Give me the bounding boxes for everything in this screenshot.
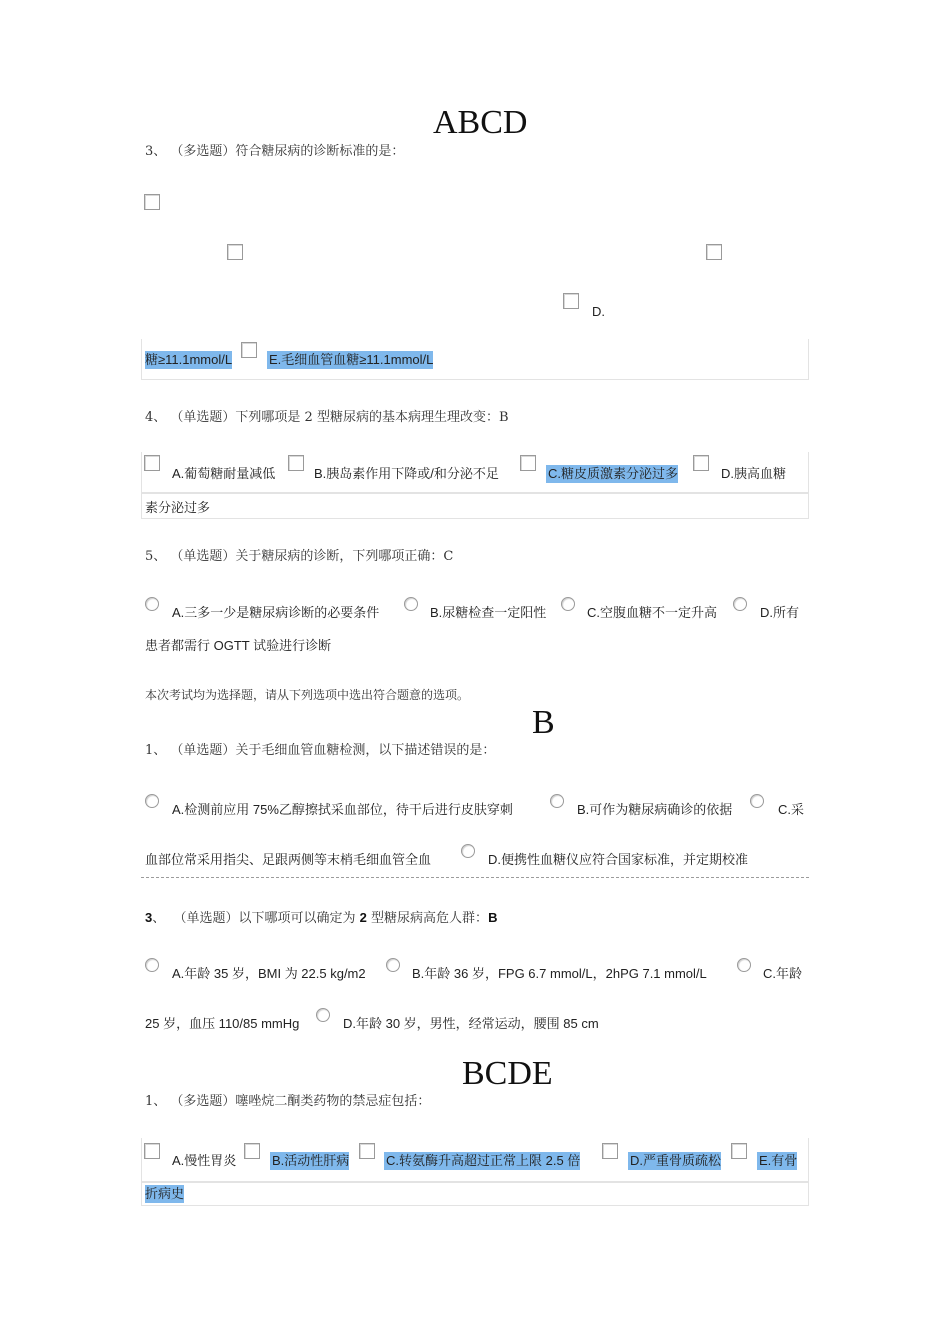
question-title-q1-tzd: 1、 （多选题）噻唑烷二酮类药物的禁忌症包括： (145, 1094, 431, 1109)
checkbox-q3-option-e[interactable] (241, 342, 257, 358)
checkbox-q4-option-c[interactable] (520, 455, 536, 471)
option-label-q1-d: D.便携性血糖仪应符合国家标准，并定期校准 (488, 852, 749, 867)
radio-q3-risk-option-c[interactable] (737, 958, 751, 972)
option-label-q1-tzd-e: E.有骨 (759, 1153, 798, 1168)
checkbox-q3-option-c[interactable] (706, 244, 722, 260)
option-label-q5-c: C.空腹血糖不一定升高 (587, 605, 718, 620)
option-label-q4-c: C.糖皮质激素分泌过多 (548, 466, 679, 481)
radio-q5-option-a[interactable] (145, 597, 159, 611)
radio-q3-risk-option-d[interactable] (316, 1008, 330, 1022)
option-label-q1-tzd-c: C.转氨酶升高超过正常上限 2.5 倍 (386, 1153, 581, 1168)
checkbox-q1-tzd-option-d[interactable] (602, 1143, 618, 1159)
option-label-q1-b: B.可作为糖尿病确诊的依据 (577, 802, 733, 817)
checkbox-q3-option-b[interactable] (227, 244, 243, 260)
option-label-q1-tzd-b: B.活动性肝病 (272, 1153, 350, 1168)
option-label-q4-a: A.葡萄糖耐量减低 (172, 466, 276, 481)
option-label-q3-risk-c: C.年龄 (763, 966, 803, 981)
option-label-q1-c-tail: 血部位常采用指尖、足跟两侧等末梢毛细血管全血 (145, 852, 432, 867)
section-divider (141, 877, 809, 878)
option-label-q3-risk-b: B.年龄 36 岁，FPG 6.7 mmol/L，2hPG 7.1 mmol/L (412, 966, 707, 981)
option-label-q3-risk-c-tail: 25 岁，血压 110/85 mmHg (145, 1016, 300, 1031)
checkbox-q1-tzd-option-c[interactable] (359, 1143, 375, 1159)
option-label-q4-d: D.胰高血糖 (721, 466, 787, 481)
radio-q5-option-b[interactable] (404, 597, 418, 611)
question-title-q3-diagnosis: 3、 （多选题）符合糖尿病的诊断标准的是： (145, 144, 405, 159)
checkbox-q1-tzd-option-a[interactable] (144, 1143, 160, 1159)
checkbox-q1-tzd-option-b[interactable] (244, 1143, 260, 1159)
option-label-q3-risk-d: D.年龄 30 岁，男性，经常运动，腰围 85 cm (343, 1016, 599, 1031)
option-label-q3-e: E.毛细血管血糖≥11.1mmol/L (269, 352, 434, 367)
question-title-q3-risk: 3、 （单选题）以下哪项可以确定为 2 型糖尿病高危人群：B (145, 910, 498, 926)
option-label-q5-d: D.所有 (760, 605, 800, 620)
option-label-q1-tzd-e-tail: 折病史 (145, 1186, 185, 1201)
option-label-q4-b: B.胰岛素作用下降或/和分泌不足 (314, 466, 499, 481)
radio-q3-risk-option-a[interactable] (145, 958, 159, 972)
radio-q5-option-d[interactable] (733, 597, 747, 611)
exam-instructions: 本次考试均为选择题，请从下列选项中选出符合题意的选项。 (145, 688, 470, 702)
option-row-frame (141, 493, 809, 519)
option-label-q5-a: A.三多一少是糖尿病诊断的必要条件 (172, 605, 380, 620)
checkbox-q3-option-a[interactable] (144, 194, 160, 210)
answer-heading-bcde: BCDE (462, 1055, 553, 1092)
question-title-q5: 5、 （单选题）关于糖尿病的诊断，下列哪项正确：C (145, 549, 454, 564)
radio-q1-option-d[interactable] (461, 844, 475, 858)
radio-q1-option-a[interactable] (145, 794, 159, 808)
option-label-q1-tzd-a: A.慢性胃炎 (172, 1153, 237, 1168)
radio-q1-option-c[interactable] (750, 794, 764, 808)
option-label-q5-d-tail: 患者都需行 OGTT 试验进行诊断 (145, 638, 332, 653)
question-title-q1-capillary: 1、 （单选题）关于毛细血管血糖检测，以下描述错误的是： (145, 743, 496, 758)
answer-heading-abcd: ABCD (433, 104, 528, 141)
option-label-q5-b: B.尿糖检查一定阳性 (430, 605, 547, 620)
radio-q5-option-c[interactable] (561, 597, 575, 611)
question-title-q4: 4、 （单选题）下列哪项是 2 型糖尿病的基本病理生理改变：B (145, 410, 509, 425)
checkbox-q4-option-b[interactable] (288, 455, 304, 471)
option-label-q1-a: A.检测前应用 75%乙醇擦拭采血部位，待干后进行皮肤穿刺 (172, 802, 513, 817)
option-label-q4-d-tail: 素分泌过多 (145, 500, 211, 515)
option-row-frame (141, 1182, 809, 1206)
option-label-q3-risk-a: A.年龄 35 岁，BMI 为 22.5 kg/m2 (172, 966, 366, 981)
option-label-q1-c: C.采 (778, 802, 805, 817)
answer-heading-b: B (532, 704, 555, 741)
option-label-q1-tzd-d: D.严重骨质疏松 (630, 1153, 722, 1168)
checkbox-q4-option-d[interactable] (693, 455, 709, 471)
option-label-q3-d: D. (592, 304, 605, 319)
radio-q3-risk-option-b[interactable] (386, 958, 400, 972)
checkbox-q1-tzd-option-e[interactable] (731, 1143, 747, 1159)
radio-q1-option-b[interactable] (550, 794, 564, 808)
option-label-q3-d-tail: 糖≥11.1mmol/L (145, 352, 233, 367)
checkbox-q4-option-a[interactable] (144, 455, 160, 471)
checkbox-q3-option-d[interactable] (563, 293, 579, 309)
